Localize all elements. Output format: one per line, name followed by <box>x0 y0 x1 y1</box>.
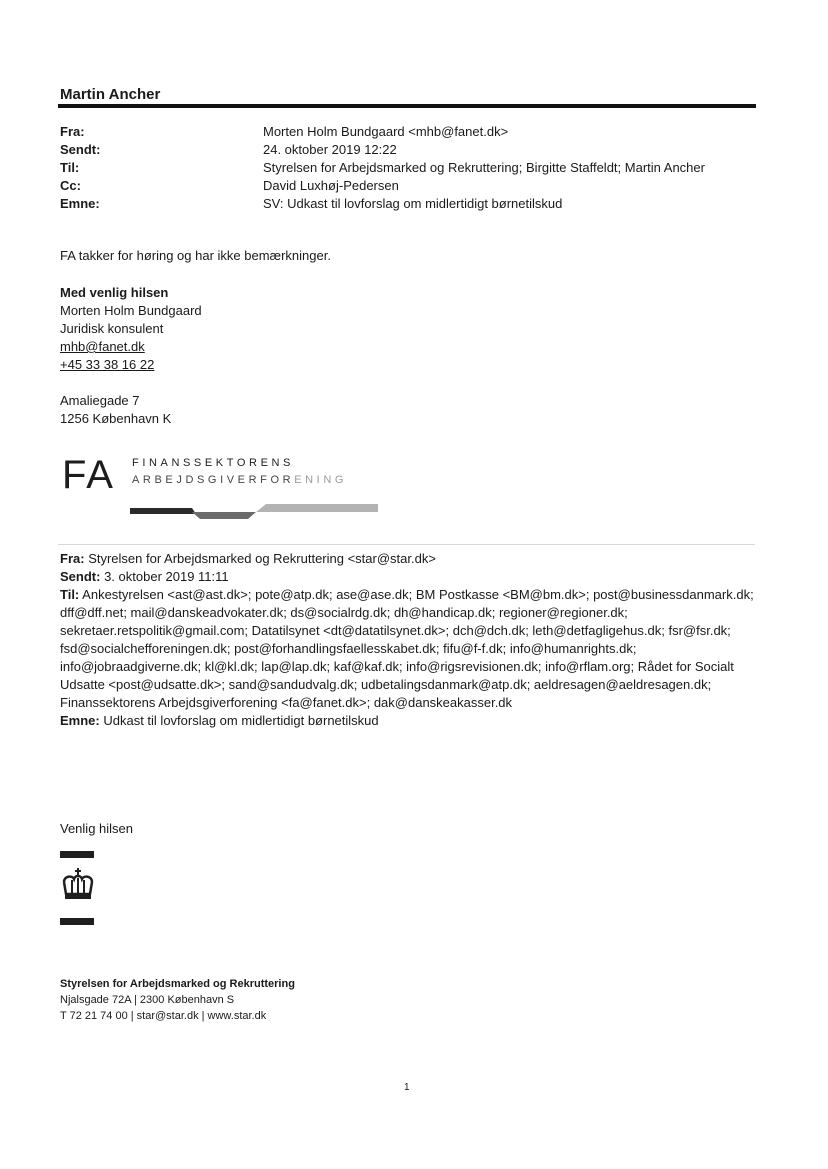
to-label: Til: <box>60 160 80 175</box>
header-rule <box>58 104 756 108</box>
signature-street: Amaliegade 7 <box>60 393 140 408</box>
forwarded-header <box>60 550 760 730</box>
header-row-sent <box>60 141 705 159</box>
footer <box>60 976 295 1024</box>
fwd-to-row <box>60 586 760 712</box>
email-header <box>60 123 705 213</box>
cc-value: David Luxhøj-Pedersen <box>263 178 399 193</box>
to-value: Styrelsen for Arbejdsmarked og Rekruttering; Birgitte Staffeldt; Martin Ancher <box>263 160 705 175</box>
fa-logo <box>60 452 390 522</box>
header-row-from <box>60 123 705 141</box>
footer-address: Njalsgade 72A | 2300 København S <box>60 994 235 1006</box>
email-body: FA takker for høring og har ikke bemærkninger. <box>60 248 331 263</box>
fa-logo-line2-light: ENING <box>294 474 348 486</box>
signature-city: 1256 København K <box>60 411 172 426</box>
fwd-from-row <box>60 550 760 568</box>
fa-logo-line1: FINANSSEKTORENS <box>132 457 294 469</box>
fwd-subject-label: Emne: <box>60 713 100 728</box>
header-row-to <box>60 159 705 177</box>
closing-greeting: Venlig hilsen <box>60 821 133 836</box>
fwd-to-label: Til: <box>60 587 80 602</box>
fwd-sent-row <box>60 568 760 586</box>
header-row-subject <box>60 195 705 213</box>
fa-logo-swoosh-graphic <box>128 500 388 522</box>
fwd-from-value: Styrelsen for Arbejdsmarked og Rekruttering <star@star.dk> <box>88 551 436 566</box>
signature-title: Juridisk konsulent <box>60 321 164 336</box>
sender-name: Martin Ancher <box>60 86 161 103</box>
fwd-subject-value: Udkast til lovforslag om midlertidigt børnetilskud <box>103 713 379 728</box>
signature-name: Morten Holm Bundgaard <box>60 303 202 318</box>
crown-icon <box>58 866 98 902</box>
signature-email-link[interactable]: mhb@fanet.dk <box>60 339 145 354</box>
header-row-cc <box>60 177 705 195</box>
fwd-to-value: Ankestyrelsen <ast@ast.dk>; pote@atp.dk; ase@ase.dk; BM Postkasse <BM@bm.dk>; post@businessdanmark.dk; dff@dff.net; mail@danskeadvokater.dk; ds@socialrdg.dk; dh@handicap.dk; regioner@regioner.dk; sekretaer.retspolitik@gmail.com; Datatilsynet <dt@datatilsynet.dk>; dch@dch.dk; leth@detfagligehus.dk; fsr@fsr.dk; fsd@socialchefforeningen.dk; post@forhandlingsfaellesskabet.dk; fifu@f-f.dk; info@humanrights.dk; info@jobraadgiverne.dk; kl@kl.dk; lap@lap.dk; kaf@kaf.dk; info@rigsrevisionen.dk; info@rflam.org; Rådet for Socialt Udsatte <post@udsatte.dk>; sand@sandudvalg.dk; udbetalingsdanmark@atp.dk; aeldresagen@aeldresagen.dk; Finanssektorens Arbejdsgiverforening <fa@fanet.dk>; dak@danskeakasser.dk <box>60 587 754 710</box>
sent-value: 24. oktober 2019 12:22 <box>263 142 397 157</box>
fwd-subject-row <box>60 712 760 730</box>
crest-bottom-bar <box>60 918 94 925</box>
sent-label: Sendt: <box>60 142 101 157</box>
footer-contact: T 72 21 74 00 | star@star.dk | www.star.dk <box>60 1010 267 1022</box>
fwd-sent-label: Sendt: <box>60 569 101 584</box>
from-value: Morten Holm Bundgaard <mhb@fanet.dk> <box>263 124 509 139</box>
page-number: 1 <box>404 1082 410 1093</box>
cc-label: Cc: <box>60 178 81 193</box>
fa-logo-line2-dark: ARBEJDSGIVERFOR <box>132 474 295 486</box>
signature-phone-link[interactable]: +45 33 38 16 22 <box>60 357 155 372</box>
subject-label: Emne: <box>60 196 100 211</box>
fa-logo-line2 <box>132 474 347 487</box>
forward-separator <box>58 544 755 545</box>
footer-org: Styrelsen for Arbejdsmarked og Rekruttering <box>60 978 295 990</box>
fa-logo-letters: FA <box>62 453 115 497</box>
signature-greeting: Med venlig hilsen <box>60 285 169 300</box>
from-label: Fra: <box>60 124 85 139</box>
fwd-from-label: Fra: <box>60 551 85 566</box>
fwd-sent-value: 3. oktober 2019 11:11 <box>104 569 229 584</box>
crest-top-bar <box>60 851 94 858</box>
subject-value: SV: Udkast til lovforslag om midlertidigt børnetilskud <box>263 196 563 211</box>
